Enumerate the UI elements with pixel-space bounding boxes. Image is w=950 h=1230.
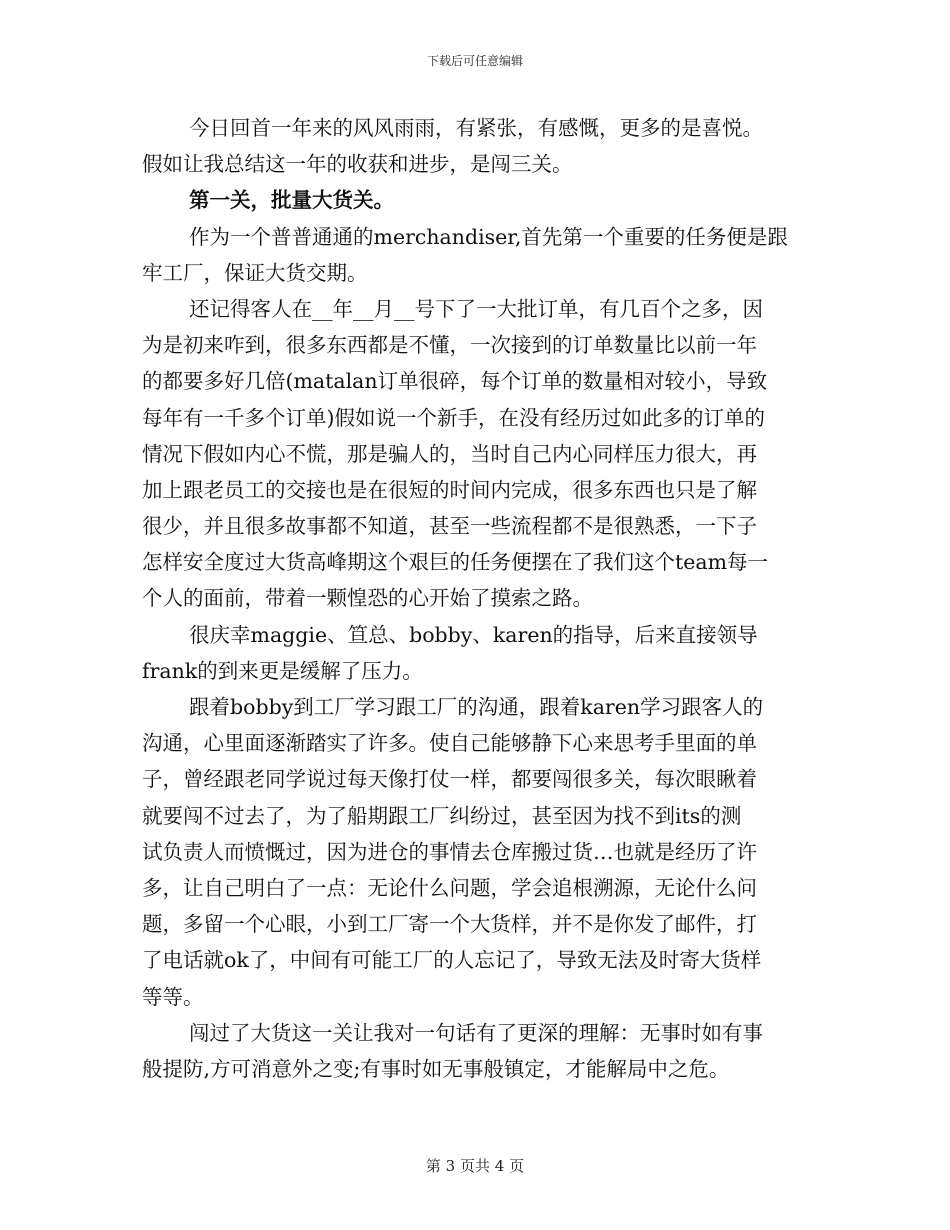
page-footer: 第 3 页共 4 页: [425, 1157, 525, 1175]
paragraph-line: 题，多留一个心眼，小到工厂寄一个大货样，并不是你发了邮件，打: [142, 912, 757, 937]
paragraph-line: 沟通，心里面逐渐踏实了许多。使自己能够静下心来思考手里面的单: [142, 731, 757, 756]
paragraph-line: 牢工厂，保证大货交期。: [142, 260, 368, 285]
paragraph-line: 的都要多好几倍(matalan订单很碎，每个订单的数量相对较小，导致: [142, 369, 768, 394]
paragraph-line: 很少，并且很多故事都不知道，甚至一些流程都不是很熟悉，一下子: [142, 514, 757, 539]
paragraph-line: 作为一个普普通通的merchandiser,首先第一个重要的任务便是跟: [189, 224, 788, 249]
paragraph-line: 怎样安全度过大货高峰期这个艰巨的任务便摆在了我们这个team每一: [142, 550, 769, 575]
paragraph-line: 为是初来咋到，很多东西都是不懂，一次接到的订单数量比以前一年: [142, 333, 757, 358]
paragraph-line: 假如让我总结这一年的收获和进步，是闯三关。: [142, 152, 573, 177]
paragraph-line: 情况下假如内心不慌，那是骗人的，当时自己内心同样压力很大，再: [142, 441, 757, 466]
paragraph-line: 多，让自己明白了一点：无论什么问题，学会追根溯源，无论什么问: [142, 875, 757, 900]
paragraph-line: 今日回首一年来的风风雨雨，有紧张，有感慨，更多的是喜悦。: [189, 116, 763, 140]
paragraph-line: 试负责人而愤慨过，因为进仓的事情去仓库搬过货…也就是经历了许: [142, 839, 757, 864]
paragraph-line: 个人的面前，带着一颗惶恐的心开始了摸索之路。: [142, 586, 593, 611]
paragraph-line: 了电话就ok了，中间有可能工厂的人忘记了，导致无法及时寄大货样: [142, 948, 762, 973]
paragraph-line: 等等。: [142, 984, 204, 1009]
paragraph-line: 跟着bobby到工厂学习跟工厂的沟通，跟着karen学习跟客人的: [189, 695, 764, 719]
paragraph-line: 还记得客人在__年__月__号下了一大批订单，有几百个之多，因: [189, 296, 763, 321]
paragraph-line: 般提防,方可消意外之变;有事时如无事般镇定，才能解局中之危。: [142, 1056, 730, 1081]
paragraph-line: 子，曾经跟老同学说过每天像打仗一样，都要闯很多关，每次眼瞅着: [142, 767, 757, 792]
paragraph-line: frank的到来更是缓解了压力。: [142, 658, 423, 683]
paragraph-line: 闯过了大货这一关让我对一句话有了更深的理解：无事时如有事: [189, 1020, 763, 1045]
paragraph-line: 就要闯不过去了，为了船期跟工厂纠纷过，甚至因为找不到its的测: [142, 803, 742, 828]
section-heading: 第一关，批量大货关。: [189, 188, 394, 213]
paragraph-line: 每年有一千多个订单)假如说一个新手，在没有经历过如此多的订单的: [142, 405, 765, 430]
document-body: [142, 110, 812, 1087]
paragraph-line: 很庆幸maggie、笪总、bobby、karen的指导，后来直接领导: [189, 622, 758, 647]
paragraph-line: 加上跟老员工的交接也是在很短的时间内完成，很多东西也只是了解: [142, 477, 757, 502]
page-header: 下载后可任意编辑: [426, 54, 523, 68]
